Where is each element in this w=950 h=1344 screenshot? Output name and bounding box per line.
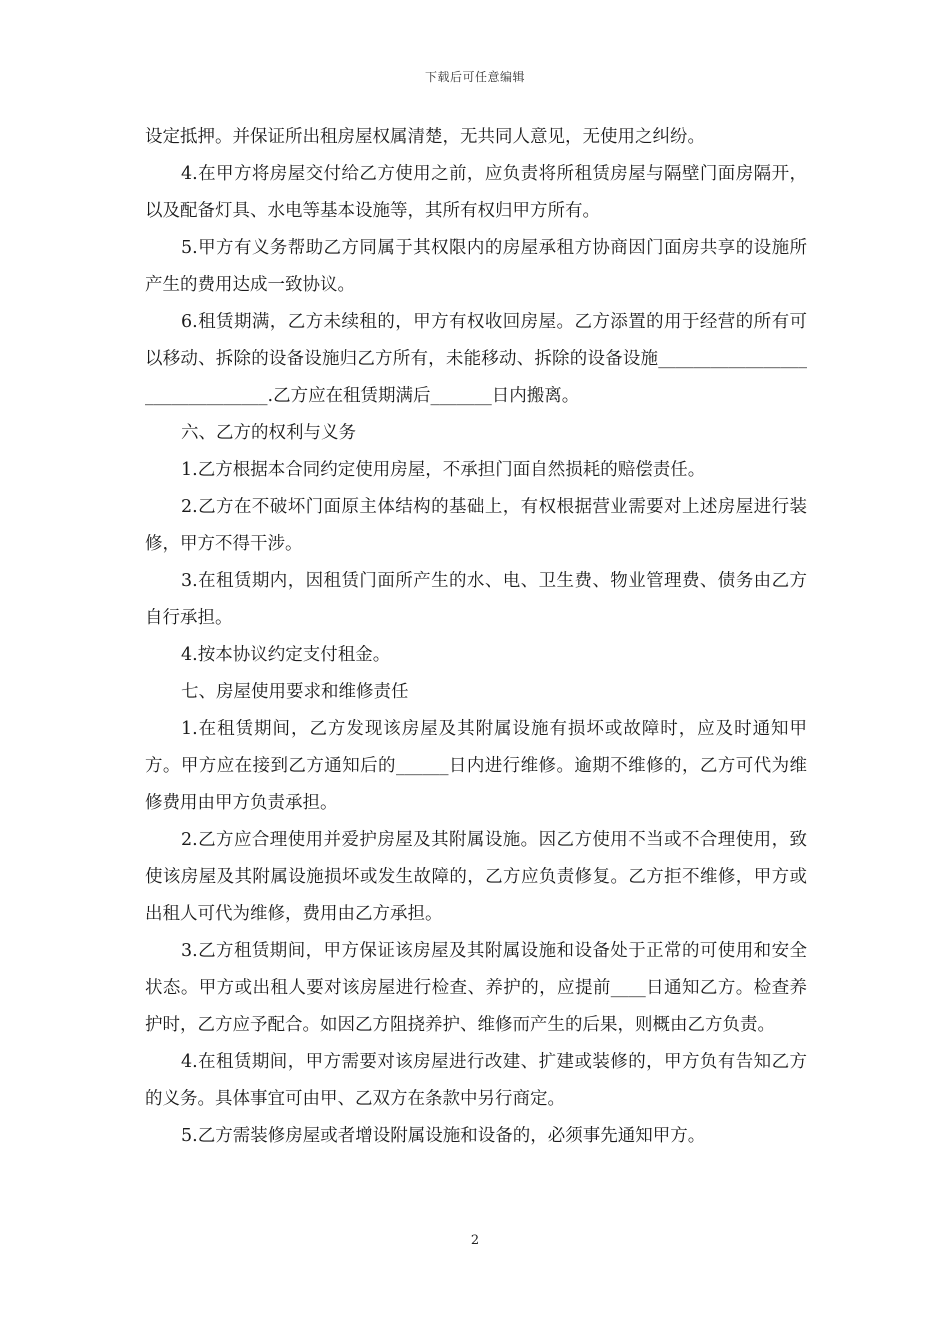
document-body	[145, 119, 807, 1155]
paragraph-item-4: 4.在甲方将房屋交付给乙方使用之前，应负责将所租赁房屋与隔壁门面房隔开，以及配备灯具、水电等基本设施等，其所有权归甲方所有。	[145, 164, 807, 221]
paragraph-continuation: 设定抵押。并保证所出租房屋权属清楚，无共同人意见，无使用之纠纷。	[145, 127, 705, 147]
section-heading-7: 七、房屋使用要求和维修责任	[181, 682, 409, 702]
paragraph-item-1b: 1.在租赁期间，乙方发现该房屋及其附属设施有损坏或故障时，应及时通知甲方。甲方应在接到乙方通知后的______日内进行维修。逾期不维修的，乙方可代为维修费用由甲方负责承担。	[145, 719, 807, 813]
paragraph-item-2: 2.乙方在不破坏门面原主体结构的基础上，有权根据营业需要对上述房屋进行装修，甲方不得干涉。	[145, 497, 807, 554]
paragraph-item-5b: 5.乙方需装修房屋或者增设附属设施和设备的，必须事先通知甲方。	[181, 1126, 706, 1146]
paragraph-item-2b: 2.乙方应合理使用并爱护房屋及其附属设施。因乙方使用不当或不合理使用，致使该房屋及其附属设施损坏或发生故障的，乙方应负责修复。乙方拒不维修，甲方或出租人可代为维修，费用由乙方承担。	[145, 830, 807, 924]
paragraph-item-6: 6.租赁期满，乙方未续租的，甲方有权收回房屋。乙方添置的用于经营的所有可以移动、拆除的设备设施归乙方所有，未能移动、拆除的设备设施_______________________________.乙方应在租赁期满后_______日内搬离。	[145, 312, 807, 406]
paragraph-item-5: 5.甲方有义务帮助乙方同属于其权限内的房屋承租方协商因门面房共享的设施所产生的费用达成一致协议。	[145, 238, 807, 295]
section-heading-6: 六、乙方的权利与义务	[181, 423, 356, 443]
page-number: 2	[470, 1233, 480, 1248]
paragraph-item-4b: 4.按本协议约定支付租金。	[181, 645, 391, 665]
paragraph-item-4c: 4.在租赁期间，甲方需要对该房屋进行改建、扩建或装修的，甲方负有告知乙方的义务。具体事宜可由甲、乙双方在条款中另行商定。	[145, 1052, 807, 1109]
paragraph-item-1: 1.乙方根据本合同约定使用房屋，不承担门面自然损耗的赔偿责任。	[181, 460, 706, 480]
paragraph-item-3: 3.在租赁期内，因租赁门面所产生的水、电、卫生费、物业管理费、债务由乙方自行承担。	[145, 571, 807, 628]
paragraph-item-3b: 3.乙方租赁期间，甲方保证该房屋及其附属设施和设备处于正常的可使用和安全状态。甲方或出租人要对该房屋进行检查、养护的，应提前____日通知乙方。检查养护时，乙方应予配合。如因乙方阻挠养护、维修而产生的后果，则概由乙方负责。	[145, 941, 807, 1035]
page-header: 下载后可任意编辑	[424, 70, 525, 84]
